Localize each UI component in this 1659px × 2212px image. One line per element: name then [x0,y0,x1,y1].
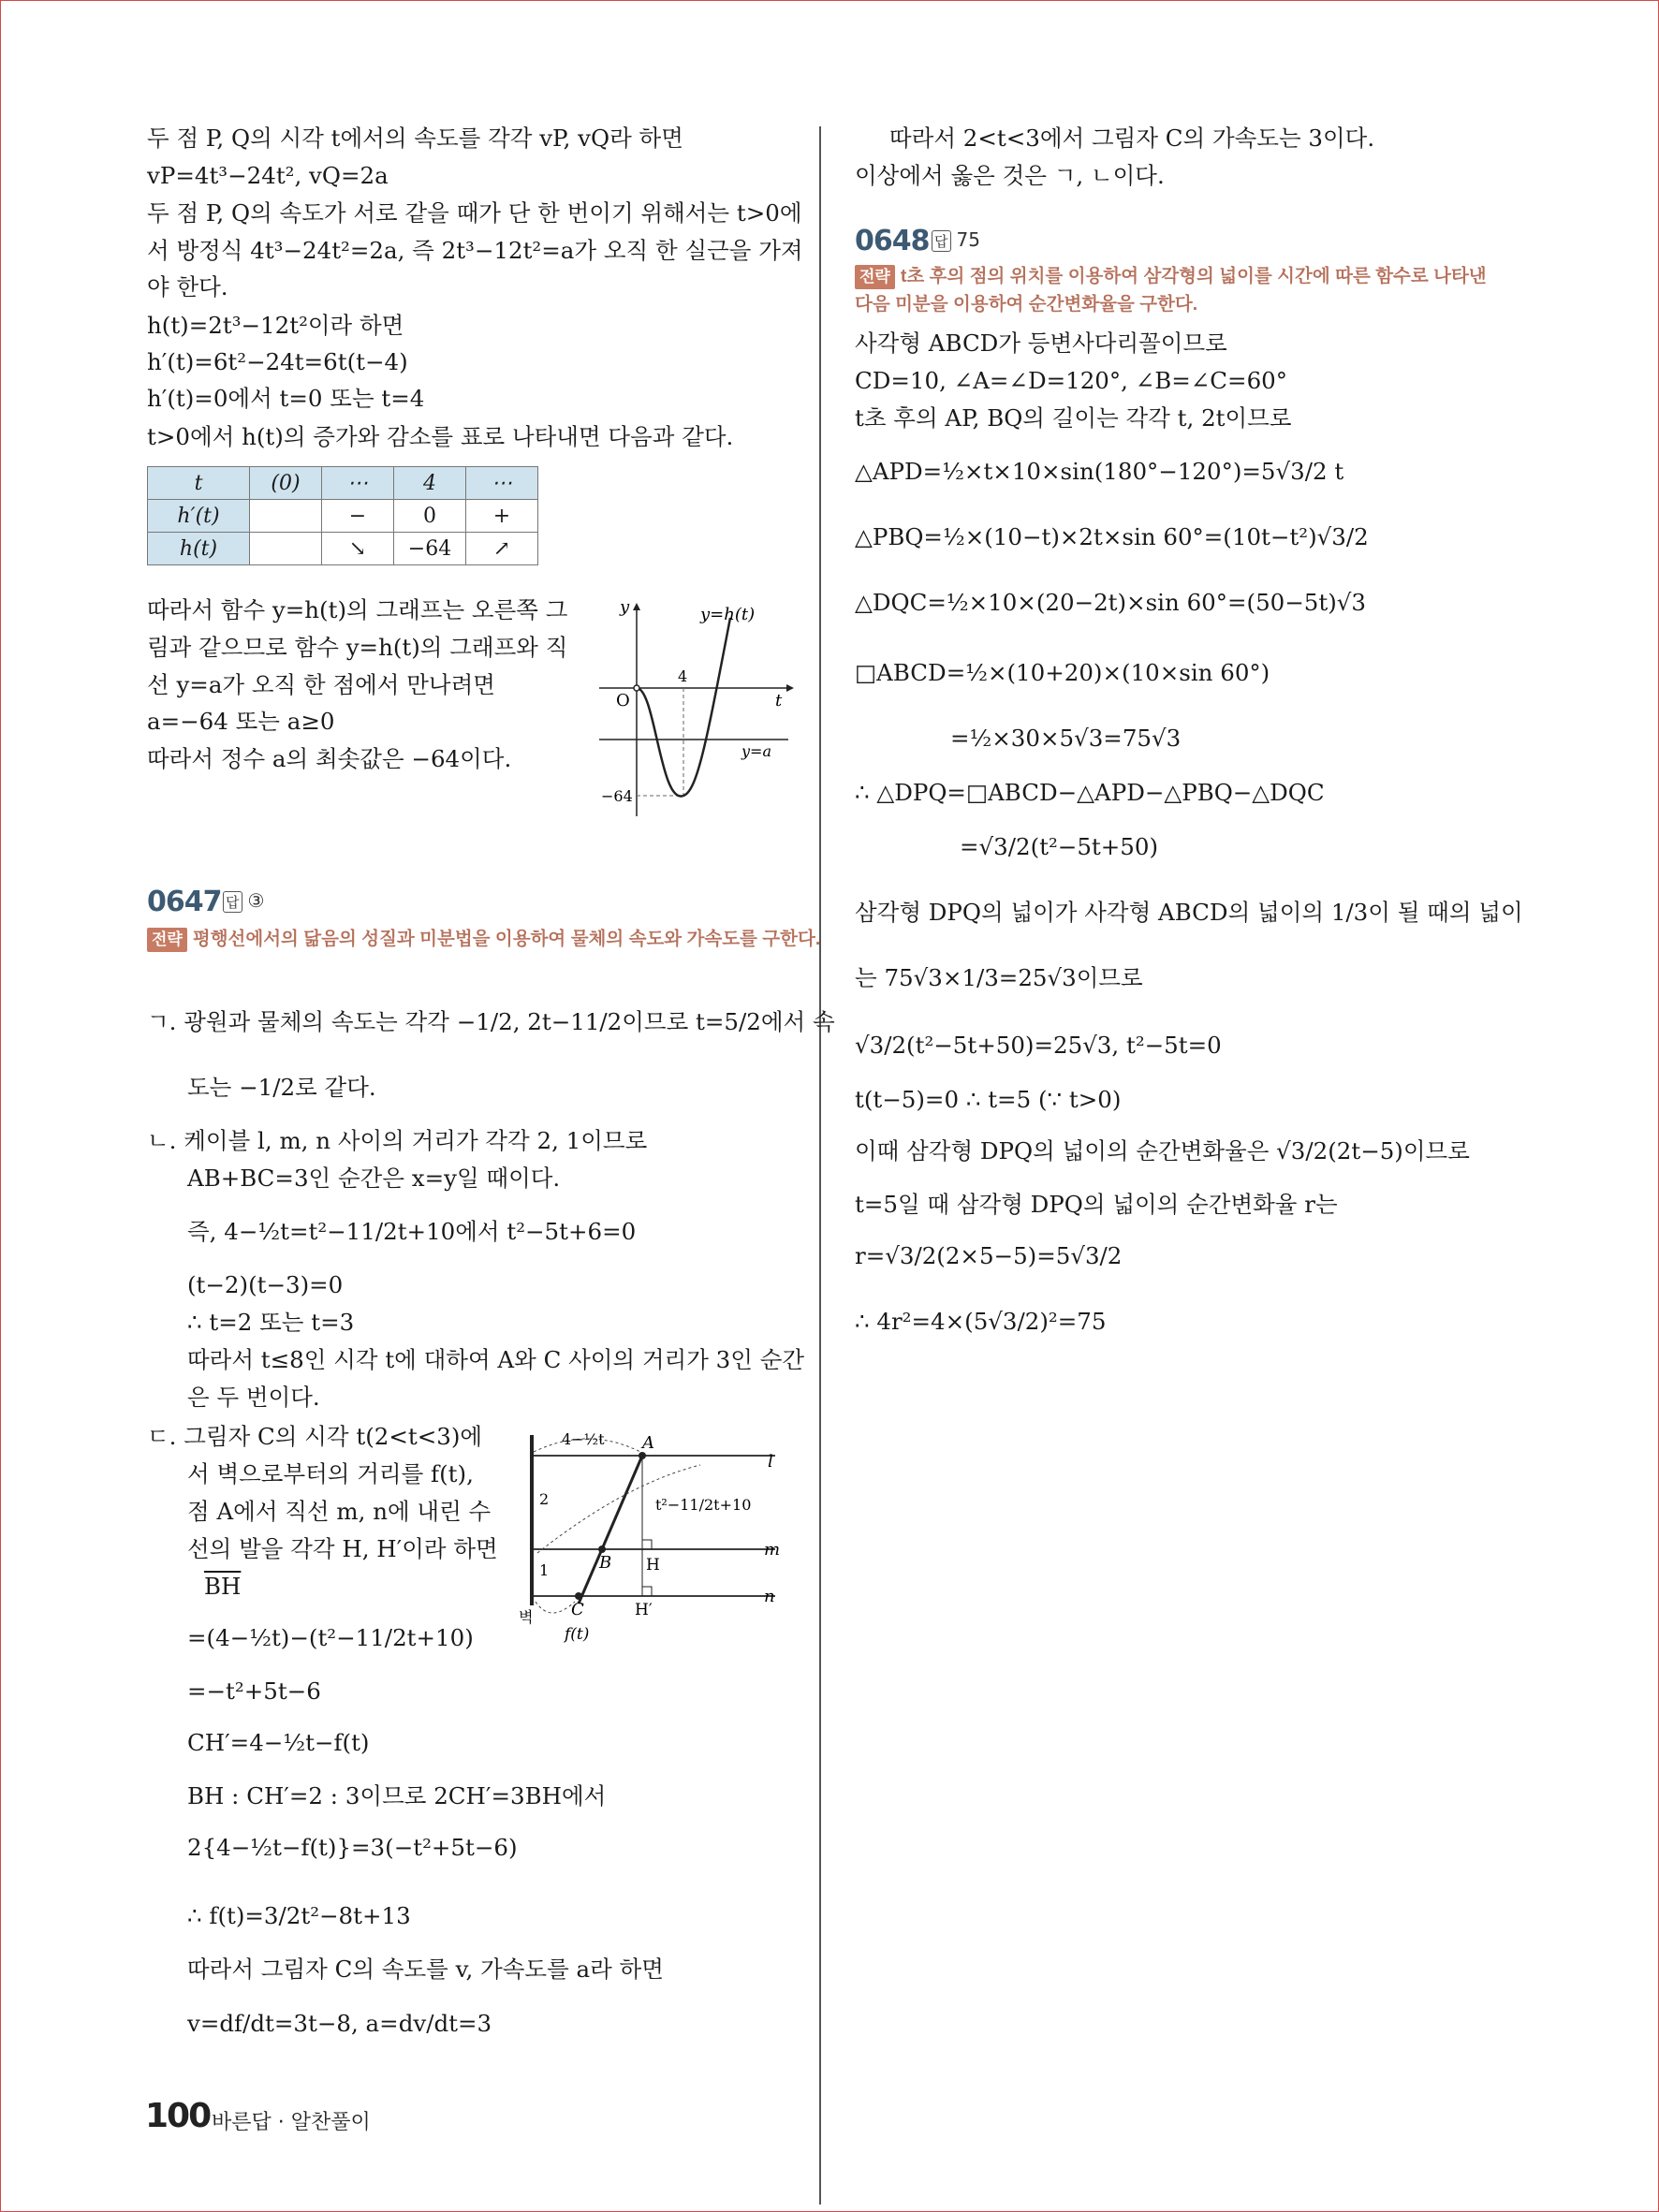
text-line: 야 한다. [147,273,228,300]
column-divider [819,126,821,2205]
table-cell: 4 [394,467,466,500]
strategy-text: 평행선에서의 닮음의 성질과 미분법을 이용하여 물체의 속도와 가속도를 구한다. [192,929,821,949]
text-line: □ABCD=½×(10+20)×(10×sin 60°) [855,659,1270,686]
text-line: △DQC=½×10×(20−2t)×sin 60°=(50−5t)√3 [855,589,1366,616]
table-cell: (0) [250,467,322,500]
text-line: =(4−½t)−(t²−11/2t+10) [187,1624,474,1651]
text-line: 은 두 번이다. [187,1384,320,1411]
problem-number: 0647 [147,886,222,918]
answer-tag: 답 [932,230,951,252]
table-cell: −64 [394,533,466,565]
text-line: a=−64 또는 a≥0 [147,708,335,735]
text-line: 따라서 t≤8인 시각 t에 대하여 A와 C 사이의 거리가 3인 순간 [187,1346,805,1373]
figure-label: l [768,1452,773,1472]
text-line: 즉, 4−½t=t²−11/2t+10에서 t²−5t+6=0 [187,1218,637,1245]
text-line: 서 방정식 4t³−24t²=2a, 즉 2t³−12t²=a가 오직 한 실근을 가져 [147,237,803,264]
figure-label: A [642,1433,654,1453]
text-line: 삼각형 DPQ의 넓이가 사각형 ABCD의 넓이의 1/3이 될 때의 넓이 [855,899,1523,926]
table-cell: 0 [394,500,466,533]
table-cell: ⋯ [322,467,394,500]
table-cell: ⋯ [466,467,538,500]
text-line: =½×30×5√3=75√3 [950,725,1182,752]
graph-label: 4 [678,667,688,685]
text-line: 따라서 정수 a의 최솟값은 −64이다. [147,745,512,772]
text-line: ㄴ. 케이블 l, m, n 사이의 거리가 각각 2, 1이므로 [147,1127,648,1154]
figure-label: t²−11/2t+10 [655,1496,752,1514]
strategy-note [855,262,1604,318]
figure-label: m [764,1540,781,1560]
answer-value: ③ [247,889,265,912]
text-line: ∴ △DPQ=□ABCD−△APD−△PBQ−△DQC [855,779,1325,806]
graph-label: t [775,691,783,710]
text-line: BH : CH′=2 : 3이므로 2CH′=3BH에서 [187,1782,607,1809]
table-cell: h′(t) [148,500,250,533]
table-cell: h(t) [148,533,250,565]
text-line: 선 y=a가 오직 한 점에서 만나려면 [147,671,495,698]
text-line: △PBQ=½×(10−t)×2t×sin 60°=(10t−t²)√3/2 [855,523,1369,550]
text-line: 따라서 그림자 C의 속도를 v, 가속도를 a라 하면 [187,1956,664,1983]
text-line: AB+BC=3인 순간은 x=y일 때이다. [187,1165,561,1192]
text-line: t(t−5)=0 ∴ t=5 (∵ t>0) [855,1086,1122,1113]
answer-box [223,889,264,913]
strategy-tag: 전략 [147,928,187,952]
strategy-tag: 전략 [855,265,895,289]
text-line: 두 점 P, Q의 속도가 서로 같을 때가 단 한 번이기 위해서는 t>0에 [147,199,802,227]
graph-label: y=a [741,742,771,760]
figure-label: C [571,1600,584,1619]
text-line: $\overline{BH}$ [204,1573,242,1600]
text-line: h(t)=2t³−12t²이라 하면 [147,312,404,339]
text-line: 는 75√3×1/3=25√3이므로 [855,964,1143,991]
figure-label: H′ [635,1601,653,1619]
strategy-text: 다음 미분을 이용하여 순간변화율을 구한다. [855,294,1198,315]
table-cell [250,533,322,565]
problem-number: 0648 [855,225,930,257]
text-line: =√3/2(t²−5t+50) [960,833,1159,860]
text-line: ㄷ. 그림자 C의 시각 t(2<t<3)에 [147,1423,483,1450]
figure-label: 벽 [519,1608,534,1626]
text-line: v=df/dt=3t−8, a=dv/dt=3 [187,2010,492,2037]
table-cell: + [466,500,538,533]
text-line: 이상에서 옳은 것은 ㄱ, ㄴ이다. [855,162,1165,189]
graph-label: −64 [601,787,633,805]
text-line: 림과 같으므로 함수 y=h(t)의 그래프와 직 [147,634,568,661]
text-line: CH′=4−½t−f(t) [187,1729,370,1756]
text-line: (t−2)(t−3)=0 [187,1271,344,1298]
footer-title: 바른답 · 알찬풀이 [212,2111,371,2134]
text-line: ∴ 4r²=4×(5√3/2)²=75 [855,1308,1107,1335]
figure-label: 4−½t [562,1430,605,1448]
text-line: ㄱ. 광원과 물체의 속도는 각각 −1/2, 2t−11/2이므로 t=5/2에서 속 [147,1008,835,1035]
graph-label: O [616,691,630,710]
text-line: t>0에서 h(t)의 증가와 감소를 표로 나타내면 다음과 같다. [147,423,734,450]
text-line: =−t²+5t−6 [187,1677,321,1705]
strategy-text: t초 후의 점의 위치를 이용하여 삼각형의 넓이를 시간에 따른 함수로 나타낸 [900,266,1487,286]
text-line: 사각형 ABCD가 등변사다리꼴이므로 [855,330,1227,357]
table-cell: ↗ [466,533,538,565]
cubic-graph [590,599,796,824]
variation-table [147,466,538,565]
figure-label: 1 [539,1561,550,1579]
text-line: 선의 발을 각각 H, H′이라 하면 [187,1535,498,1562]
text-line: r=√3/2(2×5−5)=5√3/2 [855,1242,1123,1269]
graph-label: y=h(t) [700,605,756,624]
table-cell: ↘ [322,533,394,565]
figure-label: B [599,1553,612,1573]
text-line: 따라서 함수 y=h(t)의 그래프는 오른쪽 그 [147,596,568,623]
text-line: h′(t)=0에서 t=0 또는 t=4 [147,385,425,412]
text-line: ∴ t=2 또는 t=3 [187,1309,355,1336]
text-line: t초 후의 AP, BQ의 길이는 각각 t, 2t이므로 [855,404,1292,432]
figure-label: n [764,1587,775,1606]
text-line: 따라서 2<t<3에서 그림자 C의 가속도는 3이다. [889,125,1375,152]
text-line: 도는 −1/2로 같다. [187,1074,376,1101]
strategy-note [147,925,877,953]
cable-figure [513,1418,803,1652]
graph-label: y [620,599,630,617]
table-cell [250,500,322,533]
text-line: CD=10, ∠A=∠D=120°, ∠B=∠C=60° [855,367,1287,394]
text-line: 2{4−½t−f(t)}=3(−t²+5t−6) [187,1834,518,1861]
text-line: 서 벽으로부터의 거리를 f(t), [187,1460,474,1487]
text-line: 두 점 P, Q의 시각 t에서의 속도를 각각 vP, vQ라 하면 [147,125,683,152]
table-cell: t [148,467,250,500]
answer-box [932,228,980,252]
text-line: t=5일 때 삼각형 DPQ의 넓이의 순간변화율 r는 [855,1191,1338,1218]
answer-tag: 답 [223,891,242,913]
text-line: 점 A에서 직선 m, n에 내린 수 [187,1498,492,1525]
text-line: √3/2(t²−5t+50)=25√3, t²−5t=0 [855,1032,1222,1059]
text-line: ∴ f(t)=3/2t²−8t+13 [187,1902,411,1929]
figure-label: 2 [539,1490,550,1508]
figure-label: f(t) [565,1625,590,1644]
answer-value: 75 [956,228,980,251]
figure-label: H [646,1556,660,1575]
page-number: 100 [145,2097,211,2135]
text-line: h′(t)=6t²−24t=6t(t−4) [147,348,408,375]
table-cell: − [322,500,394,533]
text-line: 이때 삼각형 DPQ의 넓이의 순간변화율은 √3/2(2t−5)이므로 [855,1137,1470,1165]
text-line: △APD=½×t×10×sin(180°−120°)=5√3/2 t [855,458,1344,485]
text-line: vP=4t³−24t², vQ=2a [147,162,389,189]
